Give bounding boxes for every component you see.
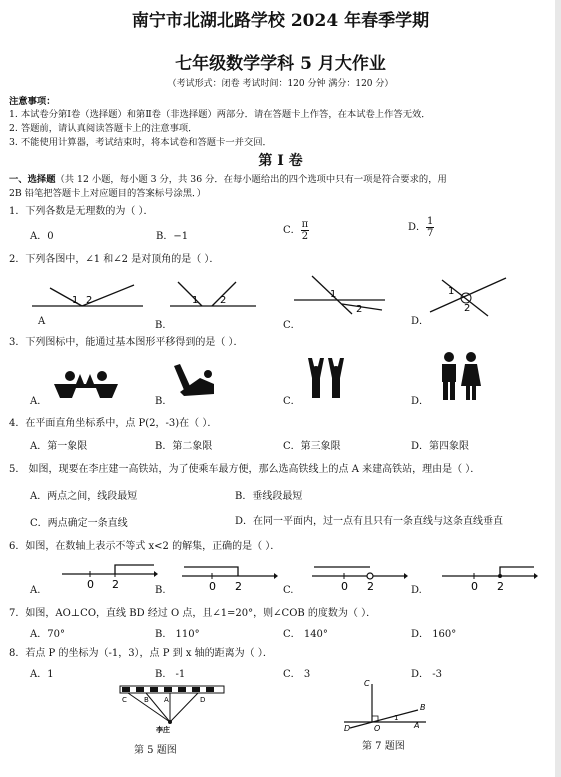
note-item-2: 2. 答题前，请认真阅读答题卡上的注意事项． bbox=[9, 123, 198, 134]
q6-stem: 6．如图，在数轴上表示不等式 x<2 的解集，正确的是（ ）． bbox=[9, 541, 281, 552]
fig5-point-d: D bbox=[200, 696, 206, 704]
fig7-point-o: O bbox=[374, 724, 381, 732]
q6c-two: 2 bbox=[367, 580, 374, 592]
q1-d-numerator: 1 bbox=[427, 216, 434, 227]
fig5-point-c: C bbox=[122, 696, 127, 704]
q2-option-a: A bbox=[38, 316, 46, 327]
section-instructions-text: （共 12 小题，每小题 3 分，共 36 分．在每小题给出的四个选项中只有一项是符合要求的，用 bbox=[55, 174, 447, 185]
exam-school-title: 南宁市北湖北路学校 2024 年春季学期 bbox=[131, 11, 430, 31]
q1-d-denominator: 7 bbox=[427, 228, 434, 239]
q6a-two: 2 bbox=[112, 578, 119, 591]
q1-c-denominator: 2 bbox=[301, 231, 309, 242]
fig5-caption: 第 5 题图 bbox=[134, 745, 177, 756]
q3-option-a: A． bbox=[30, 396, 48, 407]
q6-option-a: A. bbox=[30, 585, 41, 596]
q6d-zero: 0 bbox=[471, 580, 478, 592]
q6c-zero: 0 bbox=[341, 580, 348, 592]
q7-option-a: A．70° bbox=[30, 629, 65, 640]
q1-stem: 1．下列各数是无理数的为（ ）． bbox=[9, 206, 154, 217]
q2-figure-d bbox=[428, 274, 508, 318]
q1-option-d bbox=[408, 216, 434, 239]
q2-figure-c bbox=[292, 274, 387, 316]
q4-option-c: C．第三象限 bbox=[283, 441, 341, 452]
q2d-angle-1: 1 bbox=[448, 286, 455, 297]
q1-option-c bbox=[283, 219, 309, 242]
q6b-two: 2 bbox=[235, 580, 242, 592]
q1-option-a: A．0 bbox=[30, 231, 54, 242]
section-instructions-line-1 bbox=[9, 171, 447, 185]
fig7-point-d: D bbox=[344, 724, 351, 732]
q6a-zero: 0 bbox=[87, 578, 94, 591]
fig7-angle-1: 1 bbox=[394, 714, 399, 722]
q3-option-c: C． bbox=[283, 396, 301, 407]
note-item-1: 1. 本试卷分第Ⅰ卷（选择题）和第Ⅱ卷（非选择题）两部分．请在答题卡上作答，在本试卷上作答无效． bbox=[9, 109, 431, 120]
q6-number-line-d bbox=[440, 562, 538, 592]
q6-option-c: C. bbox=[283, 585, 294, 596]
q2-option-b: B． bbox=[155, 320, 173, 331]
q5-stem: 5． 如图，现要在李庄建一高铁站，为了使乘车最方便，那么选高铁线上的点 A 来建高铁站，理由是（ ）． bbox=[9, 464, 481, 475]
q1-option-c-fraction bbox=[301, 219, 310, 242]
q2-stem: 2．下列各图中，∠1 和∠2 是对顶角的是（ ）． bbox=[9, 254, 220, 265]
q3-figure-a-high-five-icon bbox=[50, 370, 122, 400]
q2a-angle-2: 2 bbox=[86, 295, 93, 306]
q6-number-line-b bbox=[180, 562, 278, 592]
q6b-zero: 0 bbox=[209, 580, 216, 592]
q2c-angle-2: 2 bbox=[356, 304, 363, 315]
q6-number-line-a bbox=[60, 562, 158, 592]
q2d-angle-2: 2 bbox=[464, 303, 471, 314]
q1-c-numerator: π bbox=[301, 219, 309, 230]
fig5-railway-diagram bbox=[118, 684, 228, 736]
section-type: 一、选择题 bbox=[9, 174, 56, 185]
fig7-angle-diagram bbox=[340, 676, 430, 732]
fig5-point-a: A bbox=[164, 696, 169, 704]
q7-option-d: D． 160° bbox=[411, 629, 457, 640]
q2-option-c: C． bbox=[283, 320, 301, 331]
q2a-angle-1: 1 bbox=[72, 295, 79, 306]
q3-stem: 3．下列图标中，能通过基本图形平移得到的是（ ）． bbox=[9, 337, 244, 348]
q6-option-b: B. bbox=[155, 585, 166, 596]
q5-option-b: B．垂线段最短 bbox=[235, 491, 303, 502]
fig7-caption: 第 7 题图 bbox=[362, 741, 405, 752]
q4-option-b: B．第二象限 bbox=[155, 441, 213, 452]
q1-option-b: B．−1 bbox=[156, 231, 189, 242]
q8-option-b: B． -1 bbox=[155, 669, 186, 680]
fig5-point-b: B bbox=[144, 696, 149, 704]
q7-option-b: B． 110° bbox=[155, 629, 200, 640]
q6-number-line-c bbox=[310, 562, 408, 592]
q8-option-a: A．1 bbox=[30, 669, 54, 680]
q6-option-d: D. bbox=[411, 585, 422, 596]
q6d-two: 2 bbox=[497, 580, 504, 592]
q3-figure-b-gesture-icon bbox=[170, 364, 220, 398]
q5-option-c: C．两点确定一条直线 bbox=[30, 518, 128, 529]
section-instructions-line-2: 2B 铅笔把答题卡上对应题目的答案标号涂黑．） bbox=[9, 188, 206, 199]
fig7-point-c: C bbox=[364, 679, 370, 688]
fig7-point-b: B bbox=[420, 703, 426, 712]
q1-option-d-fraction bbox=[426, 216, 434, 239]
q8-option-d: D． -3 bbox=[411, 669, 442, 680]
fig7-point-a: A bbox=[414, 721, 420, 730]
note-item-3: 3. 不能使用计算器，考试结束时，将本试卷和答题卡一并交回． bbox=[9, 137, 272, 148]
q3-option-d: D． bbox=[411, 396, 430, 407]
q3-option-b: B． bbox=[155, 396, 173, 407]
exam-info-line: （考试形式：闭卷 考试时间：120 分钟 满分：120 分） bbox=[167, 79, 394, 89]
q5-option-d: D．在同一平面内，过一点有且只有一条直线与这条直线垂直 bbox=[235, 516, 504, 527]
q2-figure-b bbox=[168, 280, 258, 312]
q2b-angle-1: 1 bbox=[192, 295, 199, 306]
fig5-village-label: 李庄 bbox=[156, 726, 170, 734]
q2-option-d: D． bbox=[411, 316, 430, 327]
q8-stem: 8．若点 P 的坐标为（-1，3），点 P 到 x 轴的距离为（ ）． bbox=[9, 648, 273, 659]
q5-option-a: A．两点之间，线段最短 bbox=[30, 491, 138, 502]
q4-option-a: A．第一象限 bbox=[30, 441, 88, 452]
q7-stem: 7．如图，AO⊥CO，直线 BD 经过 O 点，且∠1=20°，则∠COB 的度数为（ ）． bbox=[9, 608, 377, 619]
page-edge-shadow bbox=[555, 0, 561, 777]
q1-option-c-label: C． bbox=[283, 225, 301, 236]
exam-subject-title: 七年级数学学科 5 月大作业 bbox=[175, 54, 386, 74]
notes-heading: 注意事项： bbox=[9, 96, 56, 107]
q2c-angle-1: 1 bbox=[330, 289, 337, 300]
q4-option-d: D．第四象限 bbox=[411, 441, 470, 452]
q8-option-c: C． 3 bbox=[283, 669, 311, 680]
q3-figure-d-man-woman-icon bbox=[438, 352, 482, 400]
q7-option-c: C． 140° bbox=[283, 629, 328, 640]
q3-figure-c-cheering-people-icon bbox=[306, 358, 348, 400]
q2-figure-a bbox=[30, 282, 145, 312]
q4-stem: 4．在平面直角坐标系中，点 P(2，-3)在（ ）． bbox=[9, 418, 218, 429]
section-title: 第 Ⅰ 卷 bbox=[258, 153, 303, 169]
q2b-angle-2: 2 bbox=[220, 295, 227, 306]
q1-option-d-label: D． bbox=[408, 222, 427, 233]
